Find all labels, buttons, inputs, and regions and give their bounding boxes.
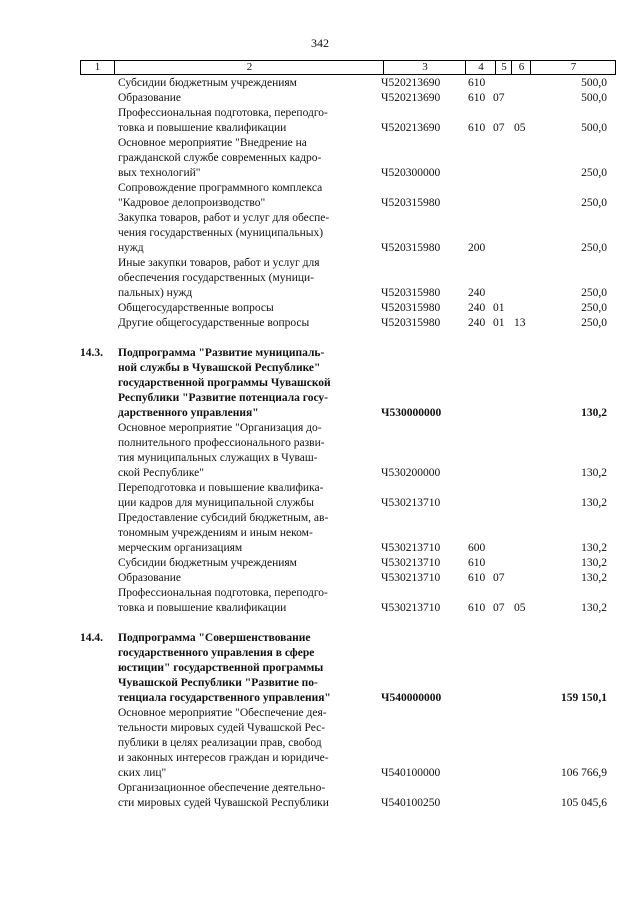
table-row [0,571,640,586]
amount: 130,2 [581,542,607,554]
amount: 250,0 [581,302,607,314]
amount: 130,2 [581,467,607,479]
expense-type: 610 [468,557,486,569]
section-code: 01 [493,302,505,314]
amount: 250,0 [581,317,607,329]
header-col-1: 1 [94,61,101,73]
section-code: 07 [493,122,505,134]
expense-type: 240 [468,302,486,314]
expense-type: 600 [468,542,486,554]
target-code: Ч530000000 [381,407,442,419]
amount: 250,0 [581,197,607,209]
expense-type: 610 [468,77,486,89]
target-code: Ч530200000 [381,467,441,479]
table-row [0,631,640,706]
target-code: Ч530213710 [381,542,441,554]
row-name: Иные закупки товаров, работ и услуг для обеспечения государственных (муници- пальных) нужд [118,257,320,299]
target-code: Ч520315980 [381,197,441,209]
table-row [0,781,640,811]
amount: 106 766,9 [561,767,607,779]
row-name: Субсидии бюджетным учреждениям [118,557,297,569]
table-row [0,706,640,781]
row-name: Образование [118,572,182,584]
section-code: 07 [493,92,505,104]
target-code: Ч520213690 [381,122,441,134]
table-row [0,511,640,556]
table-row [0,91,640,106]
amount: 130,2 [581,497,607,509]
row-name: Основное мероприятие "Организация до- полнительного профессионального разви- тия муниципальных служащих в Чуваш- ской Республике" [118,422,325,479]
row-name: Организационное обеспечение деятельно- сти мировых судей Чувашской Республики [118,782,329,809]
row-name: Основное мероприятие "Внедрение на гражданской службе современных кадро- вых технологий" [118,137,322,179]
row-name: Другие общегосударственные вопросы [118,317,310,329]
row-name: Образование [118,92,182,104]
amount: 130,2 [581,557,607,569]
target-code: Ч520315980 [381,302,441,314]
target-code: Ч530213710 [381,497,441,509]
section-number: 14.3. [80,347,103,359]
table-row [0,421,640,481]
subsection-code: 13 [514,317,526,329]
row-name: Субсидии бюджетным учреждениям [118,77,297,89]
table-row [0,481,640,511]
row-name: Закупка товаров, работ и услуг для обеспе- чения государственных (муниципальных) нужд [118,212,330,254]
amount: 159 150,1 [561,692,607,704]
expense-type: 240 [468,287,486,299]
section-code: 01 [493,317,505,329]
row-name: Подпрограмма "Развитие муниципаль- ной службы в Чувашской Республике" государственной программы Чувашской Республики "Развитие потенциала госу- дарственного управления" [118,347,331,419]
target-code: Ч530213710 [381,557,441,569]
header-col-5: 5 [495,61,512,74]
amount: 250,0 [581,242,607,254]
page-number: 342 [311,36,329,50]
amount: 130,2 [581,602,607,614]
header-col-4: 4 [465,61,496,74]
table-row [0,256,640,301]
row-name: Подпрограмма "Совершенствование государственного управления в сфере юстиции" государственной программы Чувашской Республики "Развитие по- тенциала государственного управления" [118,632,331,704]
amount: 500,0 [581,77,607,89]
amount: 105 045,6 [561,797,607,809]
target-code: Ч540100000 [381,767,441,779]
target-code: Ч520213690 [381,92,441,104]
section-code: 07 [493,602,505,614]
subsection-code: 05 [514,602,526,614]
amount: 130,2 [581,407,607,419]
row-name: Профессиональная подготовка, переподго- товка и повышение квалификации [118,587,328,614]
header-col-6: 6 [511,61,531,74]
amount: 500,0 [581,92,607,104]
amount: 250,0 [581,167,607,179]
subsection-code: 05 [514,122,526,134]
table-row [0,586,640,616]
target-code: Ч540100250 [381,797,441,809]
table-header [80,60,616,75]
expense-type: 240 [468,317,486,329]
amount: 500,0 [581,122,607,134]
row-name: Переподготовка и повышение квалифика- ции кадров для муниципальной службы [118,482,324,509]
target-code: Ч530213710 [381,572,441,584]
expense-type: 610 [468,602,486,614]
target-code: Ч530213710 [381,602,441,614]
table-row [0,211,640,256]
target-code: Ч520300000 [381,167,441,179]
section-code: 07 [493,572,505,584]
row-name: Общегосударственные вопросы [118,302,274,314]
target-code: Ч540000000 [381,692,442,704]
target-code: Ч520315980 [381,287,441,299]
table-row [0,181,640,211]
table-row [0,136,640,181]
expense-type: 200 [468,242,486,254]
row-name: Сопровождение программного комплекса "Кадровое делопроизводство" [118,182,323,209]
header-col-2: 2 [114,61,384,74]
row-name: Предоставление субсидий бюджетным, ав- тономным учреждениям и иным неком- мерческим организациям [118,512,329,554]
header-col-3: 3 [383,61,466,74]
target-code: Ч520315980 [381,317,441,329]
table-row [0,76,640,91]
table-row [0,106,640,136]
table-row [0,556,640,571]
target-code: Ч520315980 [381,242,441,254]
row-name: Основное мероприятие "Обеспечение дея- тельности мировых судей Чувашской Рес- публики в целях реализации прав, свобод и законных интересов граждан и юридиче- ских лиц" [118,707,329,779]
table-row [0,316,640,331]
amount: 130,2 [581,572,607,584]
target-code: Ч520213690 [381,77,441,89]
expense-type: 610 [468,572,486,584]
amount: 250,0 [581,287,607,299]
section-number: 14.4. [80,632,103,644]
table-row [0,301,640,316]
expense-type: 610 [468,122,486,134]
table-row [0,346,640,421]
budget-table-body [0,76,640,811]
row-name: Профессиональная подготовка, переподго- товка и повышение квалификации [118,107,328,134]
header-col-7: 7 [530,61,616,74]
expense-type: 610 [468,92,486,104]
